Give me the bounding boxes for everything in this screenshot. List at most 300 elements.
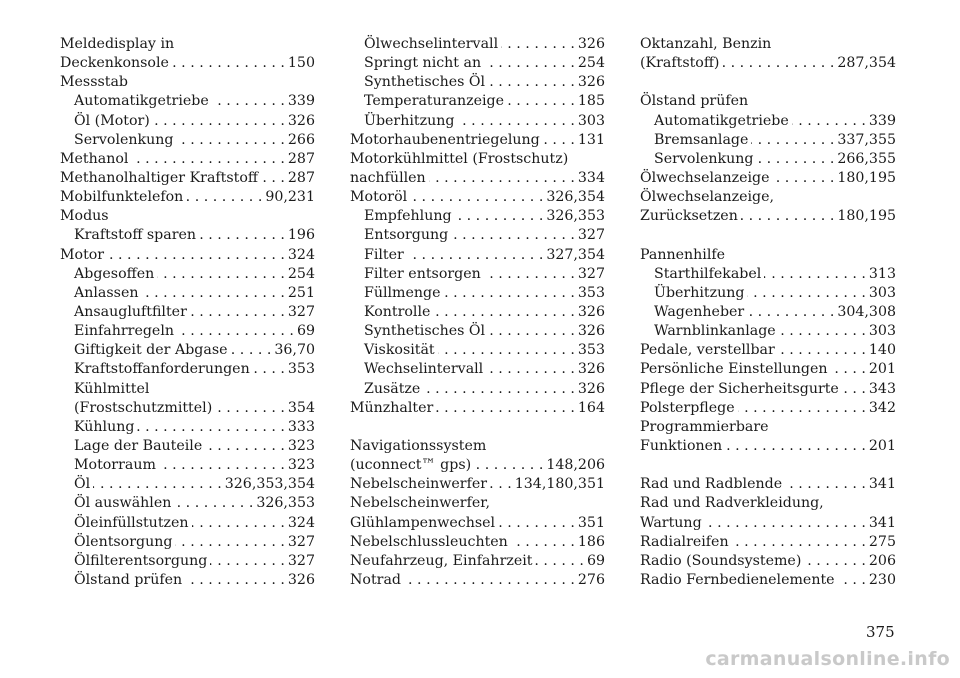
index-entry xyxy=(640,207,896,226)
index-entry xyxy=(350,246,605,265)
dot-leader xyxy=(186,188,262,207)
index-term: Empfehlung xyxy=(364,208,452,225)
dot-leader xyxy=(93,475,222,494)
index-entry xyxy=(640,112,896,131)
dot-leader xyxy=(205,437,285,456)
index-term: Ölstand prüfen xyxy=(74,571,183,588)
index-entry xyxy=(640,399,896,418)
index-page-ref: 339 xyxy=(868,112,896,129)
index-term: Öleinfüllstutzen xyxy=(74,514,189,531)
dot-leader xyxy=(498,514,575,533)
index-page-ref: 323 xyxy=(287,457,315,474)
index-page-ref: 287,354 xyxy=(837,55,896,72)
index-entry xyxy=(640,35,896,54)
index-entry xyxy=(350,226,605,245)
dot-leader xyxy=(433,303,575,322)
index-entry xyxy=(60,284,315,303)
index-page-ref: 326 xyxy=(577,380,605,397)
dot-leader xyxy=(535,552,583,571)
index-term: Giftigkeit der Abgase xyxy=(74,342,228,359)
index-term: Polsterpflege xyxy=(640,399,735,416)
index-term: Pflege der Sicherheitsgurte xyxy=(640,380,839,397)
index-entry xyxy=(640,494,896,513)
dot-leader xyxy=(507,92,575,111)
dot-leader xyxy=(722,54,834,73)
index-page-ref: 201 xyxy=(868,361,896,378)
dot-leader xyxy=(705,514,866,533)
dot-leader xyxy=(407,246,544,265)
index-entry xyxy=(350,341,605,360)
dot-leader xyxy=(261,169,285,188)
index-page-ref: 90,231 xyxy=(265,189,315,206)
index-entry xyxy=(640,533,896,552)
index-page-ref: 327 xyxy=(287,533,315,550)
index-page-ref: 254 xyxy=(287,265,315,282)
index-entry xyxy=(640,226,896,245)
dot-leader xyxy=(423,380,575,399)
index-entry xyxy=(640,514,896,533)
page-number: 375 xyxy=(866,623,895,641)
index-term: Notrad xyxy=(350,571,401,588)
index-page-ref: 185 xyxy=(577,93,605,110)
index-page-ref: 287 xyxy=(287,169,315,186)
index-term: Synthetisches Öl xyxy=(364,323,486,340)
dot-leader xyxy=(725,437,866,456)
index-entry xyxy=(640,380,896,399)
dot-leader xyxy=(488,322,575,341)
dot-leader xyxy=(253,360,285,379)
index-page-ref: 266,355 xyxy=(837,150,896,167)
index-entry xyxy=(60,456,315,475)
index-page-ref: 326,353 xyxy=(546,208,605,225)
dot-leader xyxy=(804,552,866,571)
index-entry xyxy=(640,150,896,169)
index-entry xyxy=(350,418,605,437)
index-entry xyxy=(60,54,315,73)
dot-leader xyxy=(199,226,285,245)
index-entry xyxy=(60,169,315,188)
index-page-ref: 326 xyxy=(577,303,605,320)
index-entry xyxy=(60,112,315,131)
index-entry xyxy=(640,131,896,150)
index-term: Servolenkung xyxy=(654,150,754,167)
dot-leader xyxy=(192,514,285,533)
index-page-ref: 275 xyxy=(868,533,896,550)
index-term: Automatikgetriebe xyxy=(74,93,209,110)
index-entry xyxy=(60,514,315,533)
index-page-ref: 326 xyxy=(577,361,605,378)
index-entry xyxy=(350,437,605,456)
index-entry xyxy=(640,437,896,456)
index-entry xyxy=(350,35,605,54)
index-entry xyxy=(60,246,315,265)
dot-leader xyxy=(747,284,865,303)
index-page-ref: 69 xyxy=(586,552,605,569)
dot-leader xyxy=(773,169,835,188)
index-entry xyxy=(60,131,315,150)
index-page-ref: 353 xyxy=(577,284,605,301)
index-term: Ölstand prüfen xyxy=(640,93,749,110)
index-page-ref: 354 xyxy=(287,399,315,416)
index-entry xyxy=(350,150,605,169)
index-page-ref: 326 xyxy=(287,571,315,588)
index-entry xyxy=(350,552,605,571)
index-page-ref: 140 xyxy=(868,342,896,359)
index-page-ref: 326 xyxy=(577,323,605,340)
index-term: Ölentsorgung xyxy=(74,533,173,550)
index-entry xyxy=(60,437,315,456)
dot-leader xyxy=(215,399,285,418)
index-term: Ölwechselintervall xyxy=(364,36,499,52)
dot-leader xyxy=(751,131,834,150)
dot-leader xyxy=(153,112,285,131)
index-page-ref: 196 xyxy=(287,227,315,244)
dot-leader xyxy=(457,112,574,131)
dot-leader xyxy=(738,399,866,418)
index-term: Wagenheber xyxy=(654,303,745,320)
index-entry xyxy=(640,322,896,341)
index-term: Motorraum xyxy=(74,457,156,474)
index-term: Nebelscheinwerfer xyxy=(350,476,488,493)
index-page-ref: 303 xyxy=(868,323,896,340)
index-term: Temperaturanzeige xyxy=(364,93,505,110)
index-term: Münzhalter xyxy=(350,399,434,416)
index-page-ref: 333 xyxy=(287,418,315,435)
index-entry xyxy=(350,284,605,303)
dot-leader xyxy=(190,303,285,322)
index-entry xyxy=(640,360,896,379)
index-term: Radio Fernbedienelemente xyxy=(640,571,835,588)
index-entry xyxy=(350,265,605,284)
index-page-ref: 326 xyxy=(577,74,605,91)
index-entry xyxy=(60,92,315,111)
index-entry xyxy=(640,571,896,590)
index-page-ref: 327 xyxy=(577,227,605,244)
index-entry xyxy=(640,475,896,494)
dot-leader xyxy=(484,54,575,73)
dot-leader xyxy=(741,207,834,226)
dot-leader xyxy=(157,265,285,284)
index-entry xyxy=(350,188,605,207)
index-page-ref: 276 xyxy=(577,571,605,588)
dot-leader xyxy=(756,150,834,169)
index-term: Pannenhilfe xyxy=(640,246,726,263)
index-page-ref: 353 xyxy=(577,342,605,359)
index-entry xyxy=(60,571,315,590)
index-entry xyxy=(60,322,315,341)
index-entry xyxy=(60,475,315,494)
index-term: Synthetisches Öl xyxy=(364,74,486,91)
dot-leader xyxy=(172,54,285,73)
index-page-ref: 327 xyxy=(287,552,315,569)
index-entry xyxy=(640,54,896,73)
dot-leader xyxy=(543,131,575,150)
index-page-ref: 326,353,354 xyxy=(224,476,315,493)
dot-leader xyxy=(831,360,866,379)
index-entry xyxy=(350,112,605,131)
index-term: (Frostschutzmittel) xyxy=(74,399,213,416)
index-term: Überhitzung xyxy=(654,284,745,301)
index-page-ref: 164 xyxy=(577,399,605,416)
index-entry xyxy=(60,265,315,284)
index-page-ref: 304,308 xyxy=(837,303,896,320)
index-term: Ölfilterentsorgung xyxy=(74,552,208,569)
index-term: Mobilfunktelefon xyxy=(60,189,184,206)
index-column-3 xyxy=(640,35,896,590)
dot-leader xyxy=(174,494,253,513)
dot-leader xyxy=(231,341,272,360)
index-entry xyxy=(350,92,605,111)
index-term: Anlassen xyxy=(74,284,139,301)
index-term: Glühlampenwechsel xyxy=(350,514,496,531)
dot-leader xyxy=(444,284,575,303)
index-term: Kraftstoff sparen xyxy=(74,227,197,244)
index-term: Füllmenge xyxy=(364,284,441,301)
index-entry xyxy=(350,399,605,418)
index-entry xyxy=(640,265,896,284)
index-entry xyxy=(640,92,896,111)
index-term: Filter entsorgen xyxy=(364,265,481,282)
index-page-ref: 341 xyxy=(868,514,896,531)
index-page-ref: 180,195 xyxy=(837,169,896,186)
dot-leader xyxy=(778,341,866,360)
index-page-ref: 324 xyxy=(287,246,315,263)
dot-leader xyxy=(185,571,285,590)
index-entry xyxy=(640,456,896,475)
index-term: Zurücksetzen xyxy=(640,208,738,225)
dot-leader xyxy=(210,552,285,571)
index-entry xyxy=(350,54,605,73)
dot-leader xyxy=(764,265,866,284)
index-term: Neufahrzeug, Einfahrzeit xyxy=(350,552,533,569)
dot-leader xyxy=(474,456,543,475)
index-entry xyxy=(350,207,605,226)
index-term: Springt nicht an xyxy=(364,55,482,72)
dot-leader xyxy=(177,322,294,341)
index-term: Entsorgung xyxy=(364,227,449,244)
dot-leader xyxy=(429,169,575,188)
index-page-ref: 327 xyxy=(577,265,605,282)
index-entry xyxy=(350,322,605,341)
index-term: Deckenkonsole xyxy=(60,55,169,72)
index-term: Modus xyxy=(60,208,109,225)
index-page-ref: 148,206 xyxy=(546,457,605,474)
index-term: Pedale, verstellbar xyxy=(640,342,775,359)
index-entry xyxy=(350,303,605,322)
index-term: Funktionen xyxy=(640,437,723,454)
index-term: Kühlmittel xyxy=(74,380,150,397)
index-entry xyxy=(60,380,315,399)
dot-leader xyxy=(175,533,284,552)
index-entry xyxy=(60,399,315,418)
index-term: Oktanzahl, Benzin xyxy=(640,36,772,52)
index-page-ref: 287 xyxy=(287,150,315,167)
index-page-ref: 131 xyxy=(577,131,605,148)
index-entry xyxy=(350,169,605,188)
index-term: Radialreifen xyxy=(640,533,729,550)
dot-leader xyxy=(484,265,575,284)
dot-leader xyxy=(779,322,866,341)
index-term: Nebelscheinwerfer, xyxy=(350,495,490,512)
index-term: Servolenkung xyxy=(74,131,174,148)
index-entry xyxy=(350,514,605,533)
index-page-ref: 36,70 xyxy=(274,342,315,359)
index-term: Kraftstoffanforderungen xyxy=(74,361,250,378)
index-page-ref: 201 xyxy=(868,437,896,454)
index-page-ref: 326,353 xyxy=(256,495,315,512)
index-page-ref: 342 xyxy=(868,399,896,416)
dot-leader xyxy=(842,380,866,399)
dot-leader xyxy=(436,399,575,418)
index-term: Lage der Bauteile xyxy=(74,437,203,454)
index-entry xyxy=(60,360,315,379)
index-entry xyxy=(640,73,896,92)
index-page-ref: 230 xyxy=(868,571,896,588)
dot-leader xyxy=(451,226,575,245)
index-term: Ansaugluftfilter xyxy=(74,303,187,320)
index-page-ref: 206 xyxy=(868,552,896,569)
index-entry xyxy=(640,169,896,188)
index-term: Radio (Soundsysteme) xyxy=(640,552,802,569)
index-entry xyxy=(60,418,315,437)
index-term: Programmierbare xyxy=(640,418,769,435)
index-entry xyxy=(60,73,315,92)
index-entry xyxy=(350,73,605,92)
index-page-ref: 186 xyxy=(577,533,605,550)
index-term: Navigationssystem xyxy=(350,437,487,454)
index-entry xyxy=(350,131,605,150)
index-page-ref: 353 xyxy=(287,361,315,378)
dot-leader xyxy=(732,533,866,552)
dot-leader xyxy=(107,246,285,265)
index-entry xyxy=(640,284,896,303)
index-entry xyxy=(60,188,315,207)
index-page-ref: 327,354 xyxy=(546,246,605,263)
index-term: Motorhaubenentriegelung xyxy=(350,131,540,148)
dot-leader xyxy=(212,92,285,111)
dot-leader xyxy=(159,456,285,475)
dot-leader xyxy=(511,533,575,552)
index-entry xyxy=(350,475,605,494)
index-term: Kontrolle xyxy=(364,303,431,320)
index-term: Rad und Radverkleidung, xyxy=(640,495,824,512)
index-page-ref: 150 xyxy=(287,55,315,72)
index-entry xyxy=(350,360,605,379)
index-page-ref: 326,354 xyxy=(546,189,605,206)
index-term: Ölwechselanzeige, xyxy=(640,189,774,206)
index-term: Motorkühlmittel (Frostschutz) xyxy=(350,150,569,167)
index-term: Wartung xyxy=(640,514,702,531)
index-term: Öl xyxy=(74,476,91,493)
index-page-ref: 313 xyxy=(868,265,896,282)
dot-leader xyxy=(176,131,284,150)
index-term: Zusätze xyxy=(364,380,421,397)
index-page-ref: 327 xyxy=(287,303,315,320)
index-entry xyxy=(350,456,605,475)
dot-leader xyxy=(792,112,866,131)
index-page-ref: 180,195 xyxy=(837,208,896,225)
dot-leader xyxy=(838,571,866,590)
index-term: Warnblinkanlage xyxy=(654,323,776,340)
index-page-ref: 251 xyxy=(287,284,315,301)
dot-leader xyxy=(747,303,834,322)
index-entry xyxy=(60,494,315,513)
index-entry xyxy=(640,552,896,571)
dot-leader xyxy=(501,35,575,54)
index-entry xyxy=(640,246,896,265)
index-entry xyxy=(350,533,605,552)
dot-leader xyxy=(438,341,575,360)
index-page-ref: 134,180,351 xyxy=(514,476,605,493)
index-term: Starthilfekabel xyxy=(654,265,762,282)
watermark-text: carmanualsonline.info xyxy=(705,648,950,670)
dot-leader xyxy=(141,284,284,303)
index-entry xyxy=(350,571,605,590)
index-term: Abgesoffen xyxy=(74,265,155,282)
index-term: Nebelschlussleuchten xyxy=(350,533,508,550)
index-term: Rad und Radblende xyxy=(640,476,783,493)
index-term: Meldedisplay in xyxy=(60,36,175,52)
index-term: Öl (Motor) xyxy=(74,112,150,129)
index-term: Filter xyxy=(364,246,404,263)
index-term: Messstab xyxy=(60,74,129,91)
index-entry xyxy=(60,533,315,552)
index-term: nachfüllen xyxy=(350,169,426,186)
index-term: (Kraftstoff) xyxy=(640,55,720,72)
index-term: (uconnect™ gps) xyxy=(350,457,472,474)
index-term: Motor xyxy=(60,246,105,263)
index-page-ref: 303 xyxy=(868,284,896,301)
index-entry xyxy=(60,150,315,169)
index-column-2 xyxy=(350,35,605,590)
index-page-ref: 324 xyxy=(287,514,315,531)
index-page-ref: 341 xyxy=(868,476,896,493)
dot-leader xyxy=(488,73,575,92)
index-page-ref: 326 xyxy=(577,36,605,52)
index-page-ref: 351 xyxy=(577,514,605,531)
dot-leader xyxy=(137,418,284,437)
index-term: Persönliche Einstellungen xyxy=(640,361,828,378)
index-entry xyxy=(60,341,315,360)
index-term: Kühlung xyxy=(74,418,135,435)
index-entry xyxy=(350,380,605,399)
dot-leader xyxy=(490,475,512,494)
index-page-ref: 334 xyxy=(577,169,605,186)
index-page-ref: 323 xyxy=(287,437,315,454)
index-entry xyxy=(640,341,896,360)
index-term: Viskosität xyxy=(364,342,435,359)
index-term: Ölwechselanzeige xyxy=(640,169,770,186)
index-column-1 xyxy=(60,35,315,590)
index-entry xyxy=(60,226,315,245)
index-term: Automatikgetriebe xyxy=(654,112,789,129)
index-entry xyxy=(60,207,315,226)
index-page-ref: 266 xyxy=(287,131,315,148)
index-term: Wechselintervall xyxy=(364,361,484,378)
index-entry xyxy=(640,418,896,437)
dot-leader xyxy=(410,188,543,207)
index-page-ref: 339 xyxy=(287,93,315,110)
dot-leader xyxy=(455,207,544,226)
index-page-ref: 303 xyxy=(577,112,605,129)
index-entry xyxy=(60,303,315,322)
dot-leader xyxy=(131,150,284,169)
index-page-ref: 254 xyxy=(577,55,605,72)
index-entry xyxy=(640,188,896,207)
index-term: Methanol xyxy=(60,150,129,167)
index-term: Einfahrregeln xyxy=(74,323,174,340)
dot-leader xyxy=(486,360,575,379)
